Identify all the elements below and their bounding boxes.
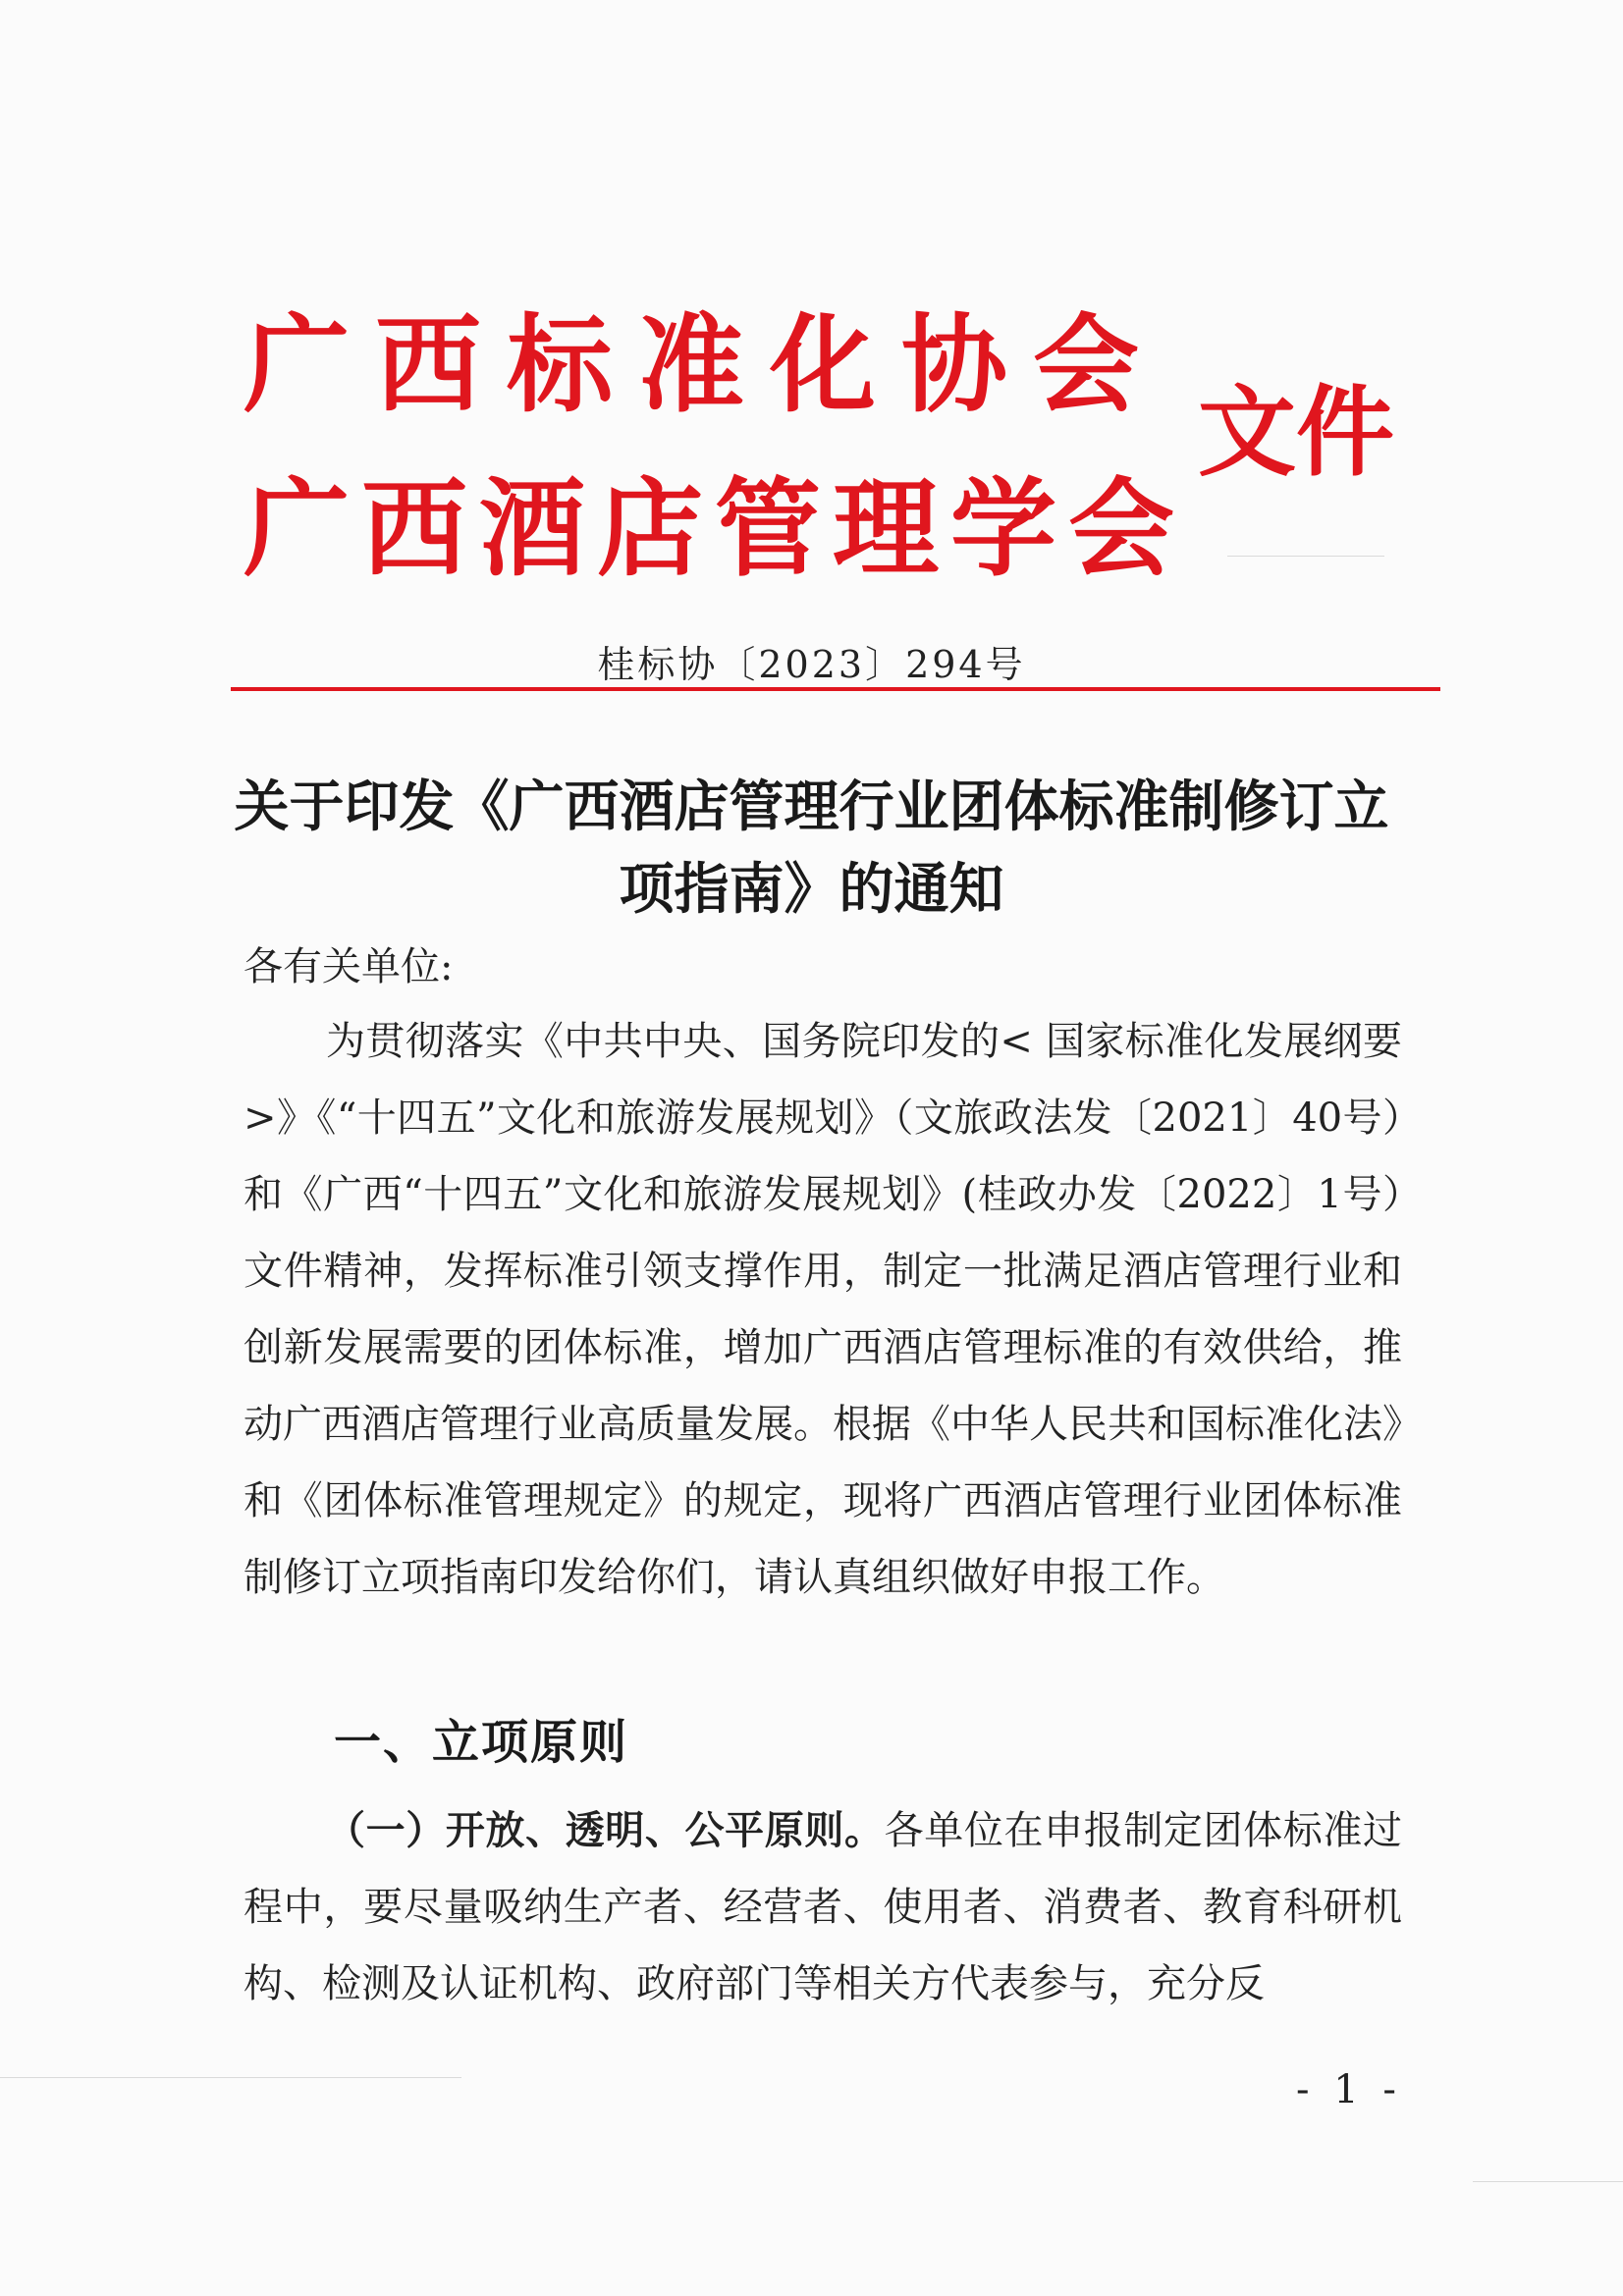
item-lead-text: （一）开放、透明、公平原则。	[326, 1807, 885, 1853]
section-heading: 一、立项原则	[334, 1715, 629, 1770]
document-type-label: 文件	[1198, 374, 1394, 490]
issuer-name-1: 广西标准化协会	[243, 303, 1165, 427]
body-paragraph: 为贯彻落实《中共中央、国务院印发的< 国家标准化发展纲要>》《“十四五”文化和旅游发展规划》（文旅政法发〔2021〕40号）和《广西“十四五”文化和旅游发展规划》(桂政办发〔2022〕1号）文件精神，发挥标准引领支撑作用，制定一批满足酒店管理行业和创新发展需要的团体标准，增加广西酒店管理标准的有效供给，推动广西酒店管理行业高质量发展。根据《中华人民共和国标准化法》和《团体标准管理规定》的规定，现将广西酒店管理行业团体标准制修订立项指南印发给你们，请认真组织做好申报工作。	[243, 1019, 1402, 1600]
page-number: - 1 -	[1296, 2067, 1402, 2112]
body-paragraph-item-1	[243, 1792, 1402, 2022]
document-title: 关于印发《广西酒店管理行业团体标准制修订立项指南》的通知	[234, 774, 1389, 922]
scan-artifact-line	[1473, 2181, 1623, 2182]
document-number: 桂标协〔2023〕294号	[597, 643, 1026, 686]
scan-artifact-line	[0, 2077, 461, 2078]
issuer-name-2: 广西酒店管理学会	[243, 467, 1187, 591]
red-separator-line	[231, 687, 1440, 691]
salutation: 各有关单位:	[243, 944, 454, 989]
scan-artifact-line	[1227, 556, 1384, 557]
item-body-text: 各单位在申报制定团体标准过程中，要尽量吸纳生产者、经营者、使用者、消费者、教育科研机构、检测及认证机构、政府部门等相关方代表参与，充分反	[243, 1808, 1403, 2006]
